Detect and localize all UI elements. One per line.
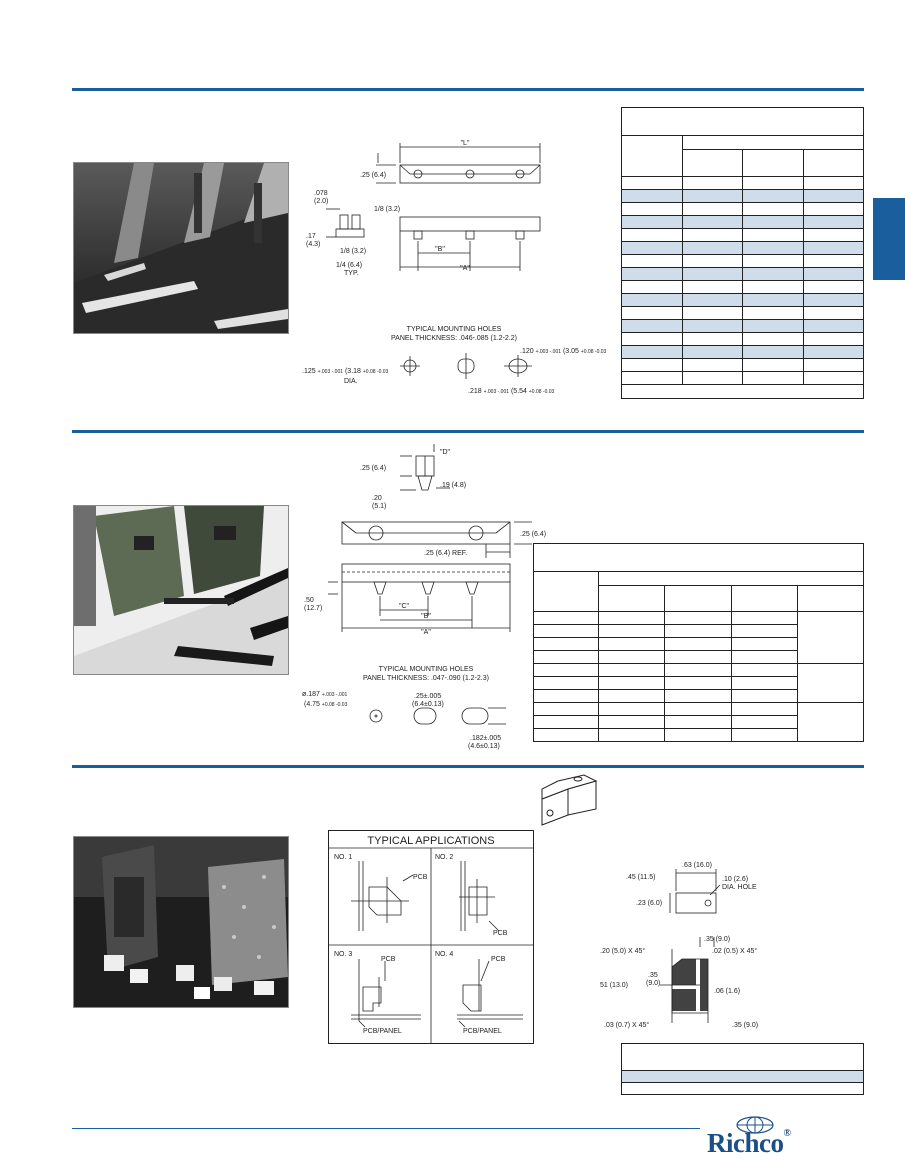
richco-logo — [707, 1116, 827, 1156]
dim-20: .20 — [372, 495, 382, 502]
dim-A: "A" — [421, 629, 431, 636]
app1-label: PCB — [413, 874, 428, 881]
dim-1-8-top: 1/8 (3.2) — [374, 206, 401, 213]
typical-applications-panel — [328, 830, 534, 1044]
brand-name: Richco® — [707, 1128, 791, 1158]
dim-height: .25 (6.4) — [360, 172, 387, 179]
dim-19: .19 (4.8) — [440, 482, 467, 489]
dim-63: .63 (16.0) — [682, 862, 712, 869]
dim-20-chamfer: .20 (5.0) X 45° — [600, 948, 646, 955]
hole1-dia: DIA. — [344, 378, 358, 385]
dim-B: "B" — [421, 613, 431, 620]
section2-spec-table — [533, 543, 864, 742]
app3-label: PCB — [381, 956, 396, 963]
holes-panel: PANEL THICKNESS: .047-.090 (1.2-2.3) — [363, 675, 489, 682]
dim-dia-hole: DIA. HOLE — [722, 884, 757, 891]
dim-35-right: .35 (9.0) — [732, 1022, 759, 1029]
dim-B: "B" — [435, 246, 445, 253]
dim-17-mm: (4.3) — [306, 241, 321, 248]
dim-078-mm: (2.0) — [314, 198, 329, 205]
app2-no: NO. 2 — [435, 854, 454, 861]
dim-35-mm: (9.0) — [646, 980, 661, 987]
hole1-size: .125 +.003 -.001 (3.18 +0.08 -0.03 — [302, 368, 389, 375]
dim-35-top: .35 (9.0) — [704, 936, 731, 943]
hole2-size: .120 +.003 -.001 (3.05 +0.08 -0.03 — [520, 348, 607, 355]
footer-rule — [72, 1128, 700, 1129]
section-divider — [72, 765, 864, 768]
dim-078: .078 — [314, 190, 328, 197]
app3-no: NO. 3 — [334, 951, 353, 958]
section3-dimension-drawing — [600, 855, 780, 1035]
holes-title: TYPICAL MOUNTING HOLES — [406, 326, 502, 333]
dim-02-chamfer: .02 (0.5) X 45° — [712, 948, 758, 955]
hole3-size: .182±.005 — [470, 735, 502, 742]
apps-title: TYPICAL APPLICATIONS — [367, 835, 495, 847]
hole3-mm: (4.6±0.13) — [468, 743, 500, 750]
dim-typ: TYP. — [344, 270, 359, 277]
dim-C: "C" — [398, 603, 410, 610]
section1-dimension-drawing — [300, 125, 607, 410]
section-divider — [72, 88, 864, 91]
app4-label2: PCB/PANEL — [463, 1028, 502, 1035]
dim-height-2: .25 (6.4) — [520, 531, 547, 538]
section3-spec-table — [621, 1043, 864, 1095]
dim-10: .10 (2.6) — [722, 876, 749, 883]
app3-label2: PCB/PANEL — [363, 1028, 402, 1035]
dim-1-4: 1/4 (6.4) — [336, 262, 363, 269]
app2-label: PCB — [493, 930, 508, 937]
support-block-isometric — [538, 775, 608, 845]
app4-no: NO. 4 — [435, 951, 454, 958]
hole3-size: .218 +.003 -.001 (5.54 +0.08 -0.03 — [468, 388, 555, 395]
holes-title: TYPICAL MOUNTING HOLES — [378, 666, 474, 673]
dim-51: 51 (13.0) — [600, 982, 629, 989]
dim-A: "A" — [460, 265, 470, 272]
app1-no: NO. 1 — [334, 854, 353, 861]
dim-50: .50 — [304, 597, 314, 604]
dim-20-mm: (5.1) — [372, 503, 387, 510]
dim-50-mm: (12.7) — [304, 605, 323, 612]
hole1-size: ø.187 +.003 -.001 — [302, 691, 348, 698]
section-divider — [72, 430, 864, 433]
dim-23: .23 (6.0) — [636, 900, 663, 907]
dim-ref: .25 (6.4) REF. — [424, 550, 468, 557]
product-photo-card-guides — [73, 162, 289, 334]
dim-35: .35 — [648, 972, 658, 979]
chapter-tab — [873, 198, 905, 280]
product-photo-pcb-rails — [73, 505, 289, 675]
product-photo-pcb-supports — [73, 836, 289, 1008]
dim-17: .17 — [306, 233, 316, 240]
dim-03-chamfer: .03 (0.7) X 45° — [604, 1022, 650, 1029]
dim-height: .25 (6.4) — [360, 465, 387, 472]
dim-D: "D" — [440, 449, 451, 456]
dim-L: "L" — [460, 140, 470, 147]
hole2-size: .25±.005 — [414, 693, 442, 700]
section1-spec-table — [621, 107, 864, 399]
dim-1-8-bottom: 1/8 (3.2) — [340, 248, 367, 255]
hole2-mm: (6.4±0.13) — [412, 701, 444, 708]
app4-label: PCB — [491, 956, 506, 963]
dim-06: .06 (1.6) — [714, 988, 741, 995]
dim-45: .45 (11.5) — [626, 874, 656, 881]
hole1-mm: (4.75 +0.08 -0.03 — [304, 701, 348, 708]
holes-panel: PANEL THICKNESS: .046-.085 (1.2-2.2) — [391, 335, 517, 342]
